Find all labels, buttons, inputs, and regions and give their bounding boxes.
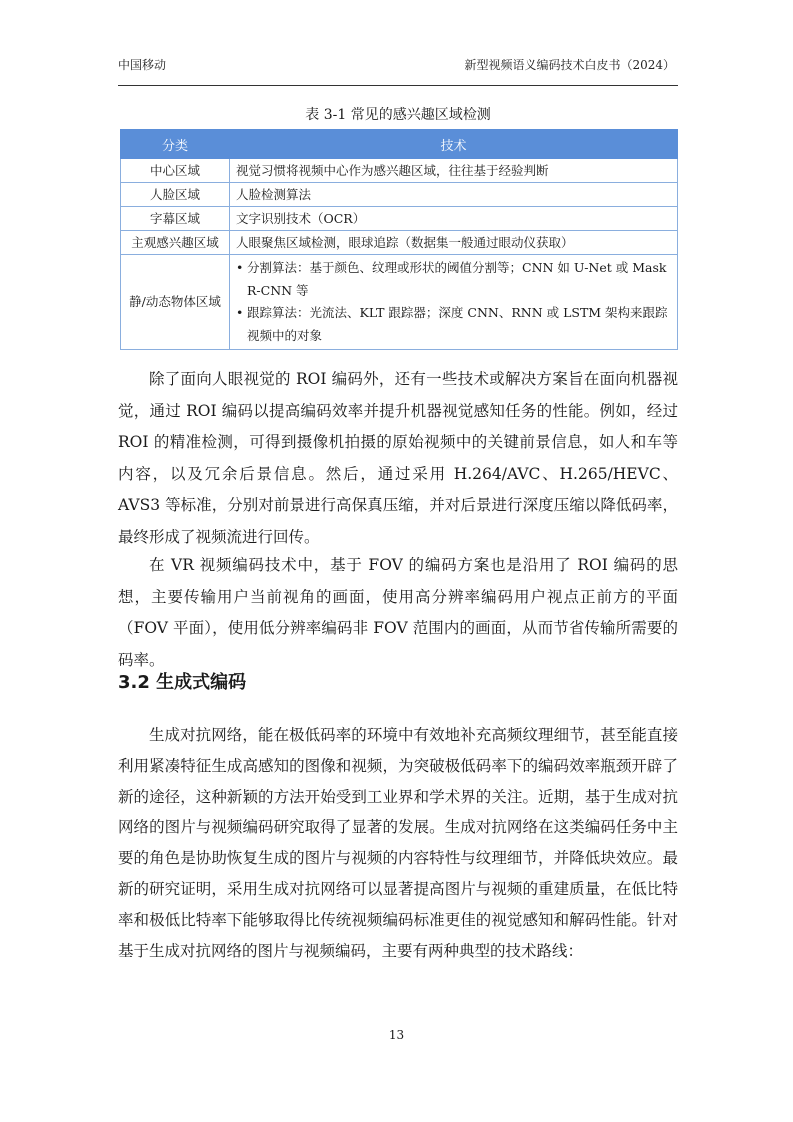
col-header-tech: 技术 <box>230 130 678 159</box>
table-row <box>121 183 678 207</box>
tech-bullet-segmentation: • 分割算法：基于颜色、纹理或形状的阈值分割等；CNN 如 U-Net 或 Mask R-CNN 等 <box>236 257 671 302</box>
body-paragraph-gan-coding: 生成对抗网络，能在极低码率的环境中有效地补充高频纹理细节，甚至能直接利用紧凑特征生成高感知的图像和视频，为突破极低码率下的编码效率瓶颈开辟了新的途径，这种新颖的方法开始受到工业界和学术界的关注。近期，基于生成对抗网络的图片与视频编码研究取得了显著的发展。生成对抗网络在这类编码任务中主要的角色是协助恢复生成的图片与视频的内容特性与纹理细节，并降低块效应。最新的研究证明，采用生成对抗网络可以显著提高图片与视频的重建质量，在低比特率和极低比特率下能够取得比传统视频编码标准更佳的视觉感知和解码性能。针对基于生成对抗网络的图片与视频编码，主要有两种典型的技术路线： <box>118 726 678 960</box>
header-org: 中国移动 <box>118 58 167 72</box>
table-row <box>121 159 678 183</box>
table-row <box>121 207 678 231</box>
header-divider <box>118 85 678 86</box>
section-heading: 3.2 生成式编码 <box>118 672 247 693</box>
row-tech: 文字识别技术（OCR） <box>230 207 678 231</box>
tech-bullet-tracking: • 跟踪算法：光流法、KLT 跟踪器；深度 CNN、RNN 或 LSTM 架构来跟踪视频中的对象 <box>236 302 671 347</box>
body-paragraph-machine-vision-roi: 除了面向人眼视觉的 ROI 编码外，还有一些技术或解决方案旨在面向机器视觉，通过 ROI 编码以提高编码效率并提升机器视觉感知任务的性能。例如，经过 ROI 的精准检测，可得到摄像机拍摄的原始视频中的关键前景信息，如人和车等内容，以及冗余后景信息。然后，通过采用 H.264/AVC、H.265/HEVC、AVS3 等标准，分别对前景进行高保真压缩，并对后景进行深度压缩以降低码率，最终形成了视频流进行回传。 <box>118 370 678 546</box>
row-tech-list <box>230 255 678 350</box>
col-header-category: 分类 <box>121 130 230 159</box>
page-number: 13 <box>388 1028 405 1042</box>
row-tech: 人脸检测算法 <box>230 183 678 207</box>
row-tech: 视觉习惯将视频中心作为感兴趣区域，往往基于经验判断 <box>230 159 678 183</box>
header-doc-title: 新型视频语义编码技术白皮书（2024） <box>464 58 675 72</box>
row-tech: 人眼聚焦区域检测，眼球追踪（数据集一般通过眼动仪获取） <box>230 231 678 255</box>
table-caption: 表 3-1 常见的感兴趣区域检测 <box>305 107 491 123</box>
row-category: 静/动态物体区域 <box>121 255 230 350</box>
row-category: 人脸区域 <box>121 183 230 207</box>
row-category: 字幕区域 <box>121 207 230 231</box>
table-header-row <box>121 130 678 159</box>
table-row <box>121 255 678 350</box>
table-row <box>121 231 678 255</box>
row-category: 中心区域 <box>121 159 230 183</box>
roi-detection-table <box>120 129 678 350</box>
body-paragraph-vr-fov: 在 VR 视频编码技术中，基于 FOV 的编码方案也是沿用了 ROI 编码的思想，主要传输用户当前视角的画面，使用高分辨率编码用户视点正前方的平面（FOV 平面），使用低分辨率编码非 FOV 范围内的画面，从而节省传输所需要的码率。 <box>118 556 678 669</box>
row-category: 主观感兴趣区域 <box>121 231 230 255</box>
